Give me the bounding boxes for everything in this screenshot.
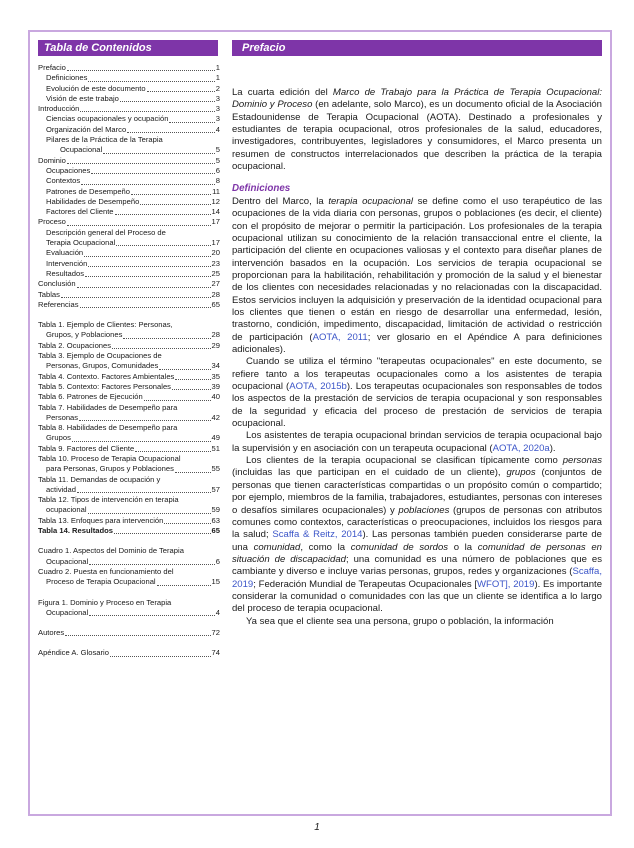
preface-content [232, 87, 602, 628]
toc-entry[interactable]: Cuadro 2. Puesta en funcionamiento del [38, 566, 174, 576]
toc-entry[interactable]: Visión de este trabajo 3 [46, 93, 220, 103]
toc-entry[interactable]: Tabla 2. Ocupaciones 29 [38, 340, 220, 350]
toc-entry[interactable]: Ciencias ocupacionales y ocupación 3 [46, 114, 220, 124]
toc-entry[interactable]: Tabla 3. Ejemplo de Ocupaciones de [38, 351, 162, 361]
citation-link[interactable]: WFOT], 2019 [477, 578, 535, 590]
toc-entry[interactable]: Apéndice A. Glosario 74 [38, 648, 220, 658]
preface-paragraph: Ya sea que el cliente sea una persona, grupo o población, la información [246, 615, 554, 627]
toc-entry[interactable]: Patrones de Desempeño 11 [46, 186, 220, 196]
toc-entry[interactable]: Cuadro 1. Aspectos del Dominio de Terapia [38, 546, 184, 556]
toc-entry[interactable]: Terapia Ocupacional 17 [46, 238, 220, 248]
toc-entry[interactable]: ocupacional 59 [46, 505, 220, 515]
toc-entry[interactable]: Tabla 9. Factores del Cliente 51 [38, 443, 220, 453]
toc-entry[interactable]: Personas 42 [46, 412, 220, 422]
toc-entry[interactable]: Ocupacional 4 [46, 607, 220, 617]
toc-entry[interactable]: Pilares de la Práctica de la Terapia [46, 135, 163, 145]
toc-entry[interactable]: Proceso 17 [38, 217, 220, 227]
toc-entry[interactable]: Intervención 23 [46, 258, 220, 268]
toc-entry[interactable]: Grupos, y Poblaciones 28 [46, 330, 220, 340]
toc-entry[interactable]: Tabla 8. Habilidades de Desempeño para [38, 423, 178, 433]
toc-entry[interactable]: Tabla 7. Habilidades de Desempeño para [38, 402, 178, 412]
toc-entry[interactable]: Tabla 1. Ejemplo de Clientes: Personas, [38, 320, 173, 330]
page-number: 1 [314, 822, 320, 833]
toc-entry[interactable]: Tabla 14. Resultados 65 [38, 526, 220, 536]
preface-paragraph: Dentro del Marco, la terapia ocupacional se define como el uso terapéutico de las ocupaciones de la vida diaria con personas, grupos o poblaciones (es decir, el cliente) con el propósito de mejorar o permitir la participación. Los profesionales de la terapia ocupacional utilizan su conocimiento de la relación transaccional entre el cliente, la participación del cliente en ocupaciones valiosas y el contexto para diseñar planes de intervención basados en la ocupación. Los servicios de terapia ocupacional se proporcionan para la habilitación, rehabilitación y promoción de la salud y el bienestar de los clientes con necesidades relacionadas y no relacionadas con la discapacidad. Estos servicios incluyen la adquisición y preservación de la identidad ocupacional para los clientes que tienen o están en riesgo de desarrollar una enfermedad, lesión, trastorno, condición, impedimento, discapacidad, limitación de actividad o restricción de participación (AOTA, 2011; ver glosario en el Apéndice A para definiciones adicionales). [232, 195, 603, 356]
preface-paragraph: La cuarta edición del Marco de Trabajo para la Práctica de Terapia Ocupacional: Dominio y Proceso (en adelante, solo Marco), es un documento oficial de la Asociación Estadounidense de Terapia Ocupacional (AOTA). Destinado a profesionales y estudiantes de terapia ocupacional, otros profesionales de la salud, educadores, investigadores, contribuyentes, legisladores y consumidores, el Marco presenta un resumen de constructos interrelacionados que describen la práctica de la terapia ocupacional. [232, 87, 602, 173]
citation-link[interactable]: AOTA, 2011 [312, 331, 368, 343]
citation-link[interactable]: AOTA, 2020a [492, 442, 550, 454]
toc-entry[interactable]: Tabla 4. Contexto. Factores Ambientales 35 [38, 371, 220, 381]
citation-link[interactable]: Scaffa & Reitz, 2014 [272, 529, 363, 541]
toc-entry[interactable]: Resultados 25 [46, 268, 220, 278]
toc-entry[interactable]: Referencias 65 [38, 299, 220, 309]
toc-entry[interactable]: Autores 72 [38, 628, 220, 638]
toc-entry[interactable]: Tabla 11. Demandas de ocupación y [38, 474, 161, 484]
toc-entry[interactable]: Dominio 5 [38, 155, 220, 165]
toc-entry[interactable]: Definiciones 1 [46, 73, 220, 83]
toc-entry[interactable]: actividad 57 [46, 484, 220, 494]
toc-entry[interactable]: Descripción general del Proceso de [46, 227, 166, 237]
definitions-subheading: Definiciones [232, 183, 291, 195]
toc-entry[interactable]: Prefacio 1 [38, 63, 220, 72]
preface-paragraph: Los asistentes de terapia ocupacional brindan servicios de terapia ocupacional bajo la supervisión y en asociación con un terapeuta ocupacional (AOTA, 2020a). [232, 430, 602, 454]
toc-entry[interactable]: Habilidades de Desempeño 12 [46, 196, 220, 206]
toc-entry[interactable]: Evaluación 20 [46, 248, 220, 258]
toc-entry[interactable]: Organización del Marco 4 [46, 124, 220, 134]
toc-entry[interactable]: Tabla 5. Contexto: Factores Personales 39 [38, 381, 220, 391]
toc-entry[interactable]: Proceso de Terapia Ocupacional 15 [46, 577, 220, 587]
toc-header: Tabla de Contenidos [38, 40, 218, 56]
preface-header: Prefacio [232, 40, 602, 56]
toc-entry[interactable]: Tabla 13. Enfoques para intervención 63 [38, 515, 220, 525]
preface-paragraph: Cuando se utiliza el término "terapeutas ocupacionales" en este documento, se refiere tanto a los terapeutas ocupacionales como a los asistentes de terapia ocupacional (AOTA, 2015b). Los terapeutas ocupacionales son responsables de todos los aspectos de la prestación de servicios de terapia ocupacional y son responsables de la seguridad y eficacia del proceso de prestación de servicios de terapia ocupacional. [232, 356, 602, 430]
preface-paragraph: Los clientes de la terapia ocupacional se clasifican típicamente como personas (incluidas las que participan en el cuidado de un cliente), grupos (conjuntos de personas que tienen características compartidas o un propósito común o compartido; por ejemplo, miembros de la familia, trabajadores, estudiantes, personas con intereses o desafíos similares ocupacionales) y poblaciones (grupos de personas con atributos comunes como contextos, características o preocupaciones, incluidos los riesgos para la salud; Scaffa & Reitz, 2014). Las personas también pueden considerarse parte de una comunidad, como la comunidad de sordos o la comunidad de personas en situación de discapacidad; una comunidad es una número de poblaciones que es cambiante y diverso e incluye varias personas, grupos, redes y organizaciones (Scaffa, 2019; Federación Mundial de Terapeutas Ocupacionales [WFOT], 2019). Es importante considerar la comunidad o comunidades con las que un cliente se identifica a lo largo del proceso de terapia ocupacional. [232, 455, 602, 615]
toc-entry[interactable]: Ocupaciones 6 [46, 165, 220, 175]
toc-entry[interactable]: Grupos 49 [46, 433, 220, 443]
citation-link[interactable]: Scaffa, 2019 [232, 566, 602, 590]
toc-entry[interactable]: Introducción 3 [38, 104, 220, 114]
toc-entry[interactable]: Ocupacional 6 [46, 556, 220, 566]
toc-entry[interactable]: para Personas, Grupos y Poblaciones 55 [46, 464, 220, 474]
citation-link[interactable]: AOTA, 2015b [289, 381, 347, 393]
toc-entry[interactable]: Ocupacional 5 [60, 145, 220, 155]
toc-entry[interactable]: Conclusión 27 [38, 279, 220, 289]
toc-entry[interactable]: Personas, Grupos, Comunidades 34 [46, 361, 220, 371]
toc-entry[interactable]: Figura 1. Dominio y Proceso en Terapia [38, 597, 172, 607]
toc-entry[interactable]: Factores del Cliente 14 [46, 207, 220, 217]
toc-entry[interactable]: Tabla 12. Tipos de intervención en terapia [38, 495, 179, 505]
toc-entry[interactable]: Evolución de este documento 2 [46, 83, 220, 93]
toc-entry[interactable]: Tablas 28 [38, 289, 220, 299]
toc-entry[interactable]: Tabla 10. Proceso de Terapia Ocupacional [38, 453, 181, 463]
toc-entry[interactable]: Tabla 6. Patrones de Ejecución 40 [38, 392, 220, 402]
toc-entry[interactable]: Contextos 8 [46, 176, 220, 186]
table-of-contents [38, 63, 220, 659]
